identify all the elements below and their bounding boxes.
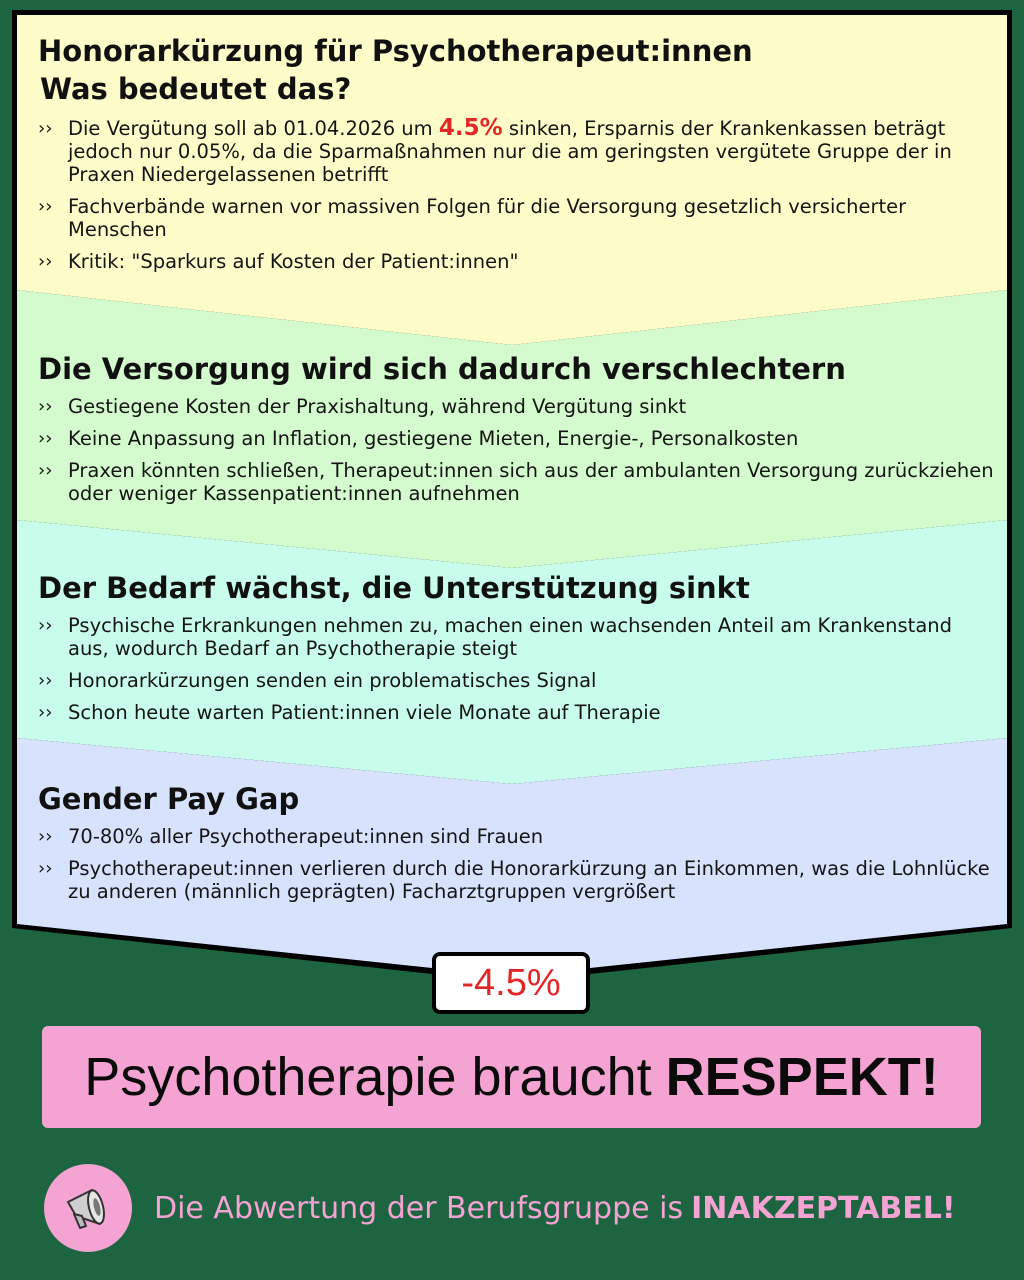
chevron-bullet-icon: ››: [38, 826, 53, 847]
list-item: ›› Praxen könnten schließen, Therapeut:innen sich aus der ambulanten Versorgung zurückziehen oder weniger Kassenpatient:innen aufnehmen: [38, 459, 994, 505]
chevron-bullet-icon: ››: [38, 428, 53, 449]
list-item: ›› Die Vergütung soll ab 01.04.2026 um 4.5% sinken, Ersparnis der Krankenkassen beträgt jedoch nur 0.05%, da die Sparmaßnahmen nur die am geringsten vergütete Gruppe der in Praxen Niedergelassenen betrifft: [38, 115, 952, 186]
list-item: ›› Schon heute warten Patient:innen viele Monate auf Therapie: [38, 701, 661, 724]
chevron-bullet-icon: ››: [38, 858, 53, 879]
chevron-bullet-icon: ››: [38, 251, 53, 272]
footer-bold-text: INAKZEPTABEL!: [691, 1190, 956, 1226]
section-honorarkuerzung: [38, 32, 994, 273]
list-item: ›› Fachverbände warnen vor massiven Folgen für die Versorgung gesetzlich versicherter Menschen: [38, 195, 907, 241]
list-item: ›› Keine Anpassung an Inflation, gestiegene Mieten, Energie-, Personalkosten: [38, 427, 799, 450]
section-title: Honorarkürzung für Psychotherapeut:innen Was bedeutet das?: [38, 34, 753, 106]
megaphone-icon: [44, 1164, 132, 1252]
bullet-list: [38, 825, 994, 903]
list-item: ›› Honorarkürzungen senden ein problematisches Signal: [38, 669, 597, 692]
section-title: Die Versorgung wird sich dadurch verschlechtern: [38, 352, 846, 386]
banner-text: Psychotherapie braucht: [84, 1047, 652, 1107]
section-gender-pay-gap: [38, 783, 994, 903]
section-bedarf: [38, 572, 994, 724]
chevron-bullet-icon: ››: [38, 118, 53, 139]
bullet-list: [38, 117, 994, 273]
section-title: Der Bedarf wächst, die Unterstützung sinkt: [38, 571, 750, 605]
section-versorgung: [38, 353, 994, 505]
respekt-banner: [42, 1026, 981, 1128]
section-title: Gender Pay Gap: [38, 782, 300, 816]
list-item: ›› 70-80% aller Psychotherapeut:innen sind Frauen: [38, 825, 544, 848]
percent-badge: -4.5%: [432, 952, 590, 1014]
list-item: ›› Psychische Erkrankungen nehmen zu, machen einen wachsenden Anteil am Krankenstand aus, wodurch Bedarf an Psychotherapie steigt: [38, 614, 953, 660]
list-item: ›› Kritik: "Sparkurs auf Kosten der Patient:innen": [38, 250, 519, 273]
highlight-percent: 4.5%: [438, 115, 503, 141]
chevron-bullet-icon: ››: [38, 460, 53, 481]
bullet-list: [38, 614, 994, 724]
banner-bold-text: RESPEKT!: [665, 1047, 939, 1107]
chevron-bullet-icon: ››: [38, 196, 53, 217]
chevron-bullet-icon: ››: [38, 702, 53, 723]
chevron-bullet-icon: ››: [38, 670, 53, 691]
list-item: ›› Gestiegene Kosten der Praxishaltung, während Vergütung sinkt: [38, 395, 687, 418]
footer-text: Die Abwertung der Berufsgruppe is INAKZEPTABEL!: [154, 1190, 956, 1226]
bullet-list: [38, 395, 994, 505]
list-item: ›› Psychotherapeut:innen verlieren durch die Honorarkürzung an Einkommen, was die Lohnlücke zu anderen (männlich geprägten) Facharztgruppen vergrößert: [38, 857, 990, 903]
chevron-bullet-icon: ››: [38, 396, 53, 417]
chevron-bullet-icon: ››: [38, 615, 53, 636]
footer: [44, 1162, 1004, 1254]
